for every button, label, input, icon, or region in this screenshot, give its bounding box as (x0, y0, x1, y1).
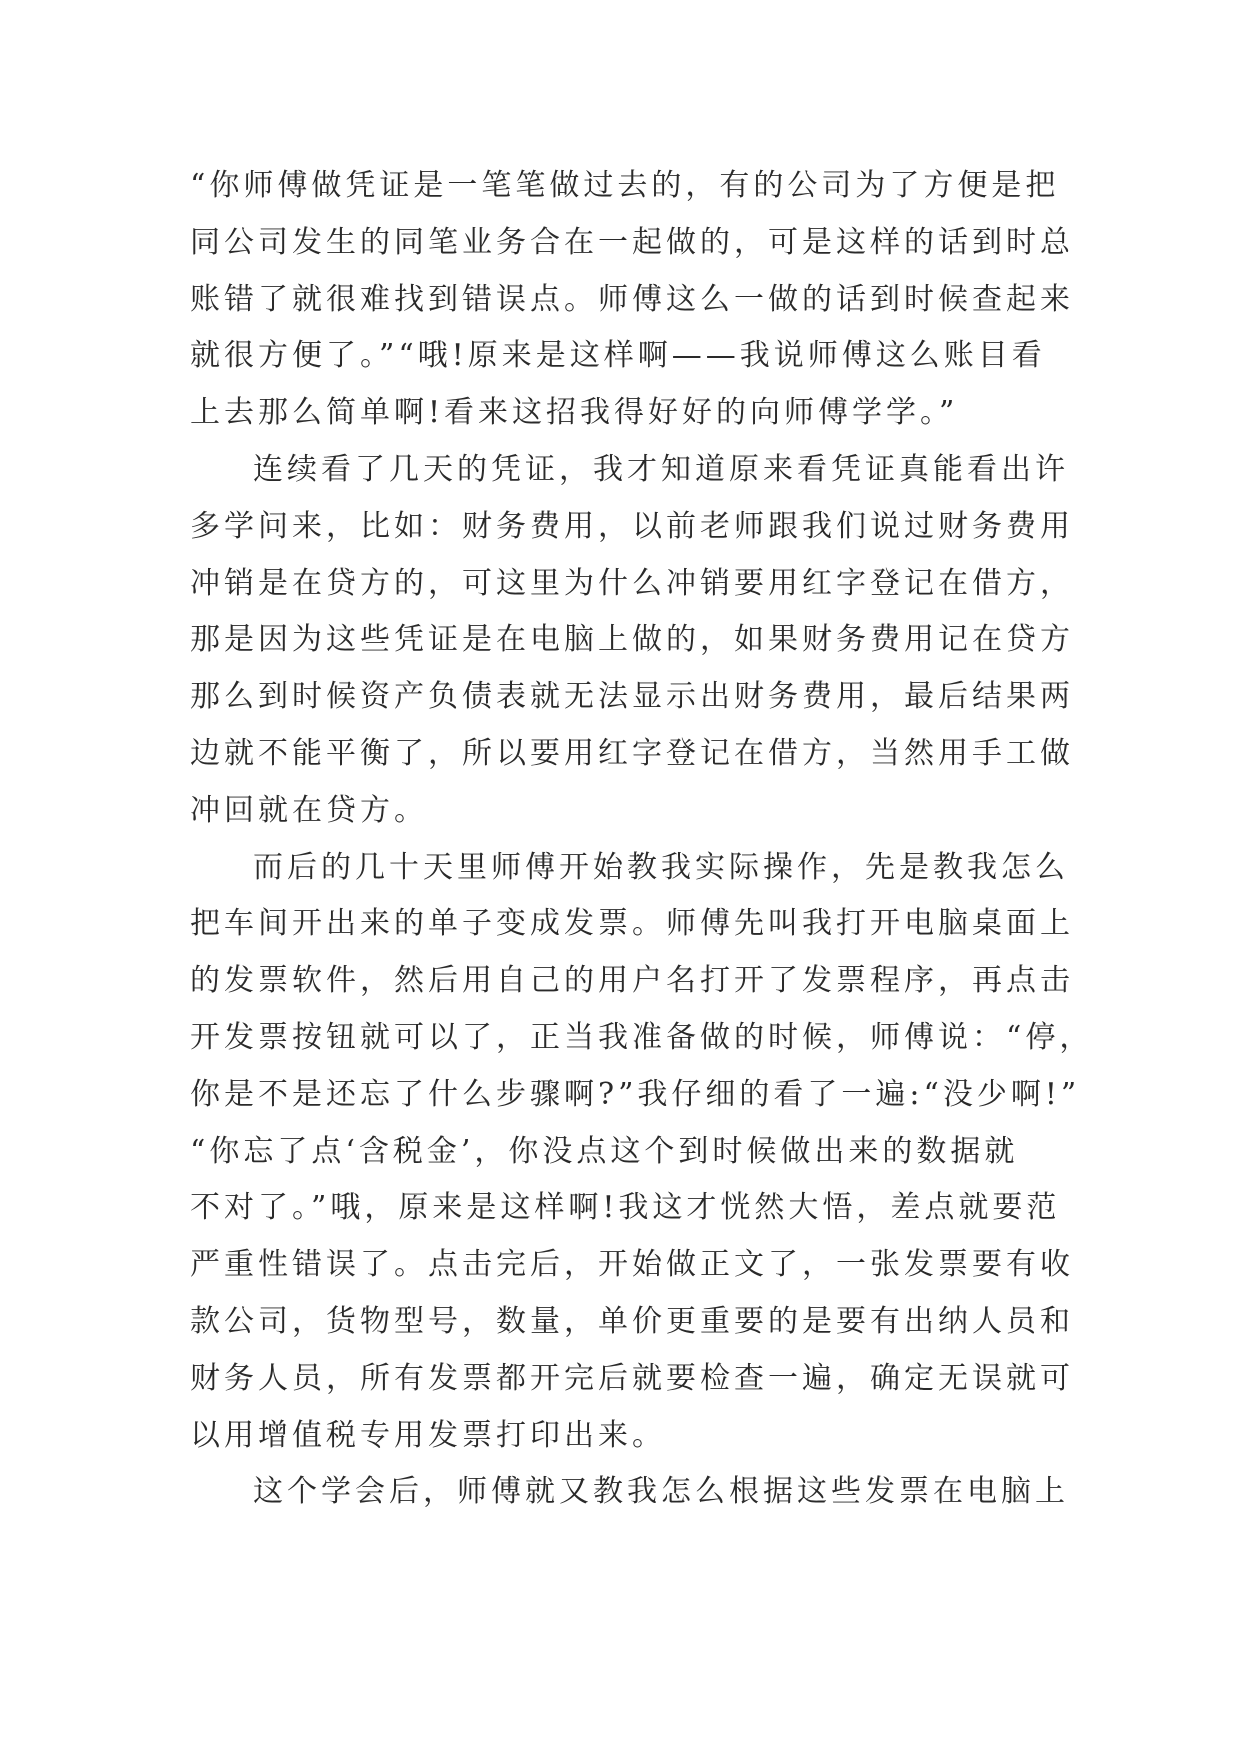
text-line: “你师傅做凭证是一笔笔做过去的，有的公司为了方便是把 (190, 168, 1060, 203)
text-line: 冲销是在贷方的，可这里为什么冲销要用红字登记在借方， (190, 565, 1074, 601)
text-line: 你是不是还忘了什么步骤啊?”我仔细的看了一遍:“没少啊!” (190, 1076, 1081, 1112)
text-line: “你忘了点‘含税金’，你没点这个到时候做出来的数据就 (190, 1133, 1019, 1169)
paragraph-first-line: 连续看了几天的凭证，我才知道原来看凭证真能看出许 (253, 451, 1069, 487)
text-line: 账错了就很难找到错误点。师傅这么一做的话到时候查起来 (190, 281, 1074, 317)
text-line: 上去那么简单啊!看来这招我得好好的向师傅学学。” (190, 395, 959, 431)
text-line: 边就不能平衡了，所以要用红字登记在借方，当然用手工做 (190, 735, 1074, 771)
text-line: 就很方便了。”“哦!原来是这样啊——我说师傅这么账目看 (190, 338, 1046, 374)
text-line: 多学问来，比如：财务费用，以前老师跟我们说过财务费用 (190, 508, 1074, 544)
text-line: 同公司发生的同笔业务合在一起做的，可是这样的话到时总 (190, 224, 1074, 260)
text-line: 的发票软件，然后用自己的用户名打开了发票程序，再点击 (190, 963, 1074, 999)
text-line: 以用增值税专用发票打印出来。 (190, 1417, 666, 1453)
text-line: 财务人员，所有发票都开完后就要检查一遍，确定无误就可 (190, 1360, 1074, 1396)
text-line: 不对了。”哦，原来是这样啊!我这才恍然大悟，差点就要范 (190, 1190, 1061, 1226)
text-line: 开发票按钮就可以了，正当我准备做的时候，师傅说：“停， (190, 1019, 1094, 1055)
text-line: 那是因为这些凭证是在电脑上做的，如果财务费用记在贷方 (190, 622, 1074, 658)
text-line: 那么到时候资产负债表就无法显示出财务费用，最后结果两 (190, 679, 1074, 715)
paragraph-first-line: 而后的几十天里师傅开始教我实际操作，先是教我怎么 (253, 849, 1069, 885)
text-line: 把车间开出来的单子变成发票。师傅先叫我打开电脑桌面上 (190, 906, 1074, 942)
paragraph-first-line: 这个学会后，师傅就又教我怎么根据这些发票在电脑上 (253, 1474, 1069, 1510)
text-line: 款公司，货物型号，数量，单价更重要的是要有出纳人员和 (190, 1303, 1074, 1339)
body-text (190, 158, 1094, 1521)
text-line: 冲回就在贷方。 (190, 792, 428, 828)
text-line: 严重性错误了。点击完后，开始做正文了，一张发票要有收 (190, 1247, 1074, 1283)
